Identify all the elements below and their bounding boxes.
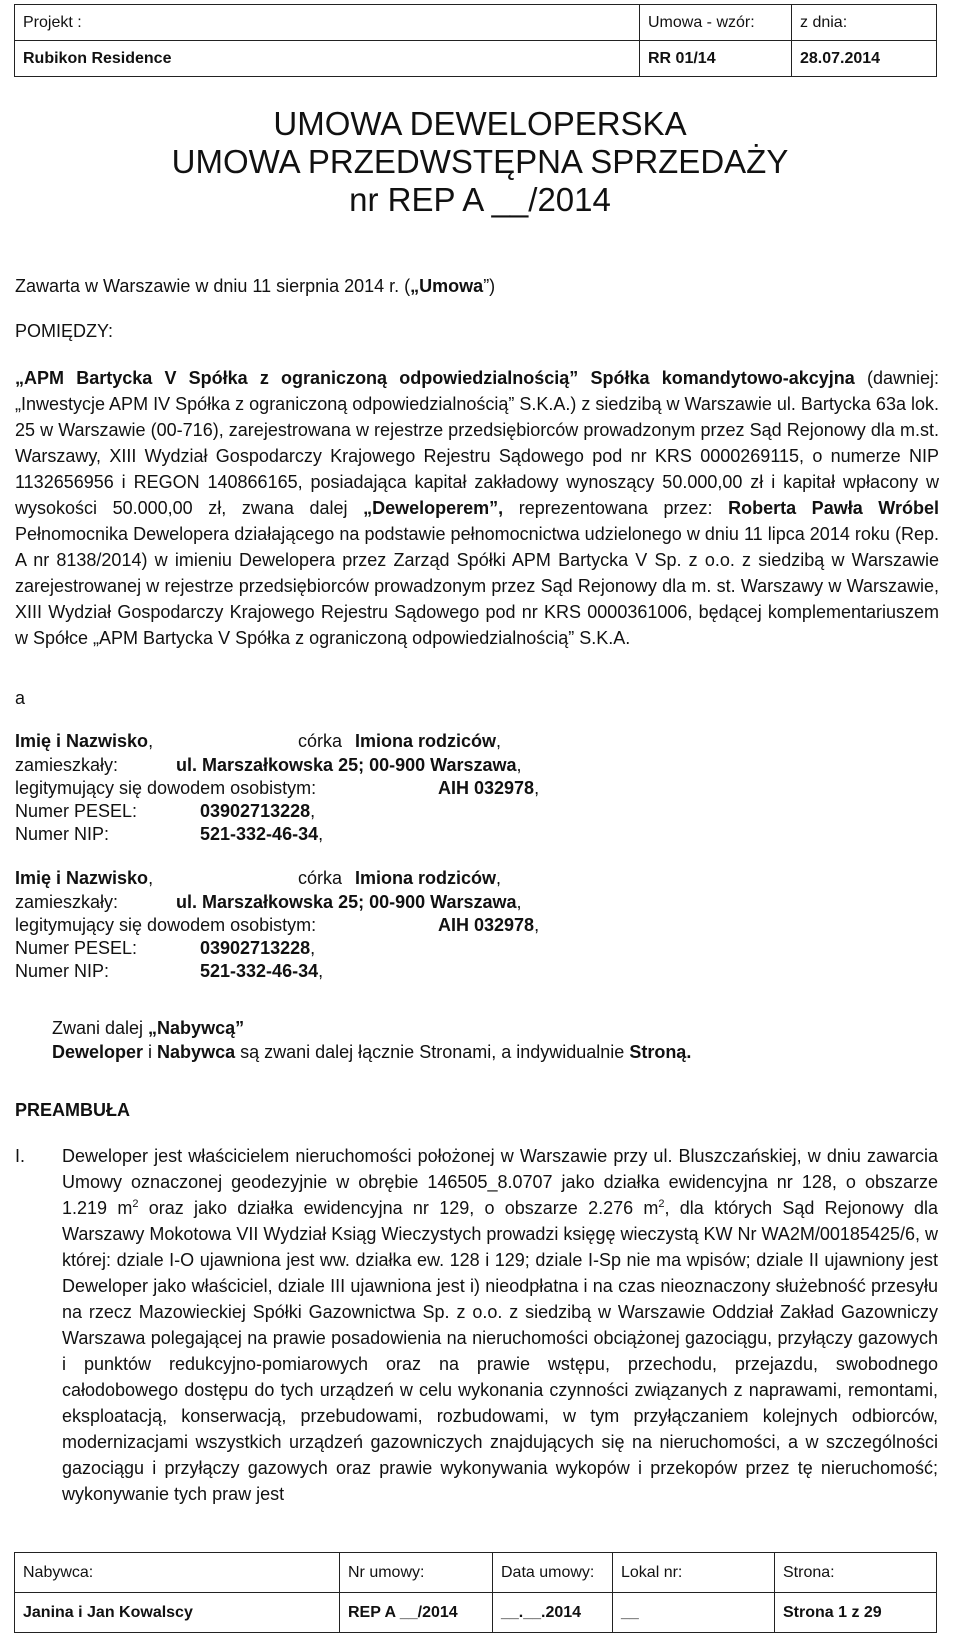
buyer-address-line: ul. Marszałkowska 25; 00-900 Warszawa, <box>176 755 522 775</box>
footer-contract-no-value: REP A __/2014 <box>340 1593 493 1633</box>
buyer-name: Imię i Nazwisko <box>15 868 149 888</box>
buyer-name: Imię i Nazwisko <box>15 731 149 751</box>
buyer-nip-value: 521-332-46-34 <box>200 961 319 981</box>
preamble-item-text: Deweloper jest właścicielem nieruchomości położonej w Warszawie przy ul. Bluszczańskiej, w dniu zawarcia Umowy oznaczonej geodezyjnie w obrębie 146505_8.0707 jako działka ewidencyjna nr 128, o obszarze 1.219 $m^2$ oraz jako działka ewidencyjna nr 129, o obszarze 2.276 $m^2$, dla których Sąd Rejonowy dla Warszawy Mokotowa VII Wydział Ksiąg Wieczystych prowadzi księgę wieczystą KW Nr WA2M/00185425/6, w której: dziale I-O ujawniona jest ww. działka ew. 128 i 129; dziale I-Sp nie ma wpisów; dziale II ujawniony jest Deweloper jako właściciel, dziale III ujawniona jest i) nieodpłatna i na czas nieoznaczony służebność przesyłu na rzecz Mazowieckiej Spółki Gazownictwa Sp. z o.o. z siedzibą w Warszawie Oddział Zakład Gazowniczy Warszawa polegającej na prawie posadowienia na nieruchomości obciążonej gazociągu, przyłączy gazowych i punktów redukcyjno-pomiarowych oraz na prawie wstępu, przechodu, przejazdu, swobodnego całodobowego dostępu do tych urządzeń w celu wykonania czynności związanych z naprawami, remontami, eksploatacją, konserwacją, przebudowami, rozbudowami, w tym przyłączaniem kolejnych odbiorców, modernizacjami wszystkich urządzeń gazowniczych znajdujących się na nieruchomości, a w szczególności gazociągu i przyłączy gazowych oraz prawie wykonywania wykopów i przekopów przez tę nieruchomość; wykonywanie tych praw jest <box>62 1146 938 1504</box>
buyer-address: ul. Marszałkowska 25; 00-900 Warszawa <box>176 892 517 912</box>
concluded-end: ”) <box>483 276 496 296</box>
buyer-pesel-value: 03902713228 <box>200 801 311 821</box>
buyer-address-line: ul. Marszałkowska 25; 00-900 Warszawa, <box>176 892 522 912</box>
buyer-nip-line: 521-332-46-34, <box>200 961 324 981</box>
and-conjunction: a <box>15 688 26 708</box>
footer-unit-label: Lokal nr: <box>613 1553 775 1593</box>
buyer-nip-label: Numer NIP: <box>15 824 110 844</box>
footer-table <box>14 1552 937 1633</box>
project-label: Projekt : <box>15 5 640 41</box>
buyer-id-line: AIH 032978, <box>438 915 540 935</box>
document-number: nr REP A __/2014 <box>349 181 611 218</box>
buyer-nip-line: 521-332-46-34, <box>200 824 324 844</box>
buyer-pesel-value: 03902713228 <box>200 938 311 958</box>
buyer-parents-line: córka Imiona rodziców, <box>298 868 502 888</box>
concluded-text: Zawarta w Warszawie w dniu 11 sierpnia 2014 r. ( <box>15 276 411 296</box>
umowa-alias: „Umowa <box>410 276 484 296</box>
buyer-parents: Imiona rodziców <box>355 731 497 751</box>
buyer-parents: Imiona rodziców <box>355 868 497 888</box>
buyer-pesel-line: 03902713228, <box>200 801 316 821</box>
buyer-parents-line: córka Imiona rodziców, <box>298 731 502 751</box>
developer-name: „APM Bartycka V Spółka z ograniczoną odpowiedzialnością” Spółka komandytowo-akcyjna <box>15 368 855 388</box>
buyer-pesel-line: 03902713228, <box>200 938 316 958</box>
buyer-id-label: legitymujący się dowodem osobistym: <box>15 778 317 798</box>
buyer-alias: „Nabywcą” <box>148 1018 245 1038</box>
contract-template-value: RR 01/14 <box>640 41 792 77</box>
footer-contract-no-label: Nr umowy: <box>340 1553 493 1593</box>
buyer-pesel-label: Numer PESEL: <box>15 938 138 958</box>
project-value: Rubikon Residence <box>15 41 640 77</box>
buyer-id-value: AIH 032978 <box>438 778 535 798</box>
date-value: 28.07.2014 <box>792 41 937 77</box>
developer-proxy: Pełnomocnika Dewelopera działającego na podstawie pełnomocnictwa udzielonego w dniu 11 lipca 2014 roku (Rep. A nr 8138/2014) w imieniu Dewelopera przez Zarząd Spółki APM Bartycka V Sp. z o.o. z siedzibą w Warszawie zarejestrowanej w rejestrze przedsiębiorców prowadzonym przez Sąd Rejonowy dla m. st. Warszawy w Warszawie, XIII Wydział Gospodarczy Krajowego Rejestru Sądowego pod nr KRS 0000361006, będącej komplementariuszem w Spółce „APM Bartycka V Spółka z ograniczoną odpowiedzialnością” S.K.A. <box>15 524 939 648</box>
preamble-item-number: I. <box>15 1146 26 1166</box>
buyer-address-label: zamieszkały: <box>15 892 119 912</box>
footer-contract-date-value: __.__.2014 <box>493 1593 613 1633</box>
buyer-pesel-label: Numer PESEL: <box>15 801 138 821</box>
footer-page-label: Strona: <box>775 1553 937 1593</box>
developer-details: (dawniej: „Inwestycje APM IV Spółka z ograniczoną odpowiedzialnością” S.K.A.) z siedzibą w Warszawie ul. Bartycka 63a lok. 25 w Warszawie (00-716), zarejestrowana w rejestrze przedsiębiorców prowadzonym przez Sąd Rejonowy dla m.st. Warszawy, XIII Wydział Gospodarczy Krajowego Rejestru Sądowego pod nr KRS 0000269115, o numerze NIP 1132656956 i REGON 140866165, posiadająca kapitał zakładowy wynoszący 50.000,00 zł i kapitał wpłacony w wysokości 50.000,00 zł, zwana dalej <box>15 368 939 518</box>
buyer-address-label: zamieszkały: <box>15 755 119 775</box>
developer-representative: Roberta Pawła Wróbel <box>728 498 939 518</box>
footer-buyer-value: Janina i Jan Kowalscy <box>15 1593 340 1633</box>
developer-alias: „Deweloperem”, <box>363 498 504 518</box>
header-table <box>14 4 937 77</box>
buyer-id-value: AIH 032978 <box>438 915 535 935</box>
buyer-relation: córka <box>298 731 343 751</box>
buyer-name-line: Imię i Nazwisko, <box>15 731 154 751</box>
preamble-heading: PREAMBUŁA <box>15 1100 130 1120</box>
buyer-address: ul. Marszałkowska 25; 00-900 Warszawa <box>176 755 517 775</box>
contract-template-label: Umowa - wzór: <box>640 5 792 41</box>
date-label: z dnia: <box>792 5 937 41</box>
footer-page-value: Strona 1 z 29 <box>775 1593 937 1633</box>
between-label: POMIĘDZY: <box>15 321 114 341</box>
buyer-id-line: AIH 032978, <box>438 778 540 798</box>
footer-buyer-label: Nabywca: <box>15 1553 340 1593</box>
buyer-relation: córka <box>298 868 343 888</box>
buyer-name-line: Imię i Nazwisko, <box>15 868 154 888</box>
developer-paragraph <box>15 365 939 651</box>
buyer-nip-label: Numer NIP: <box>15 961 110 981</box>
developer-represented: reprezentowana przez: <box>503 498 729 518</box>
footer-unit-value: __ <box>613 1593 775 1633</box>
called-buyer-line: Zwani dalej „Nabywcą” <box>52 1018 245 1038</box>
buyer-nip-value: 521-332-46-34 <box>200 824 319 844</box>
document-title: UMOWA DEWELOPERSKA <box>273 105 687 142</box>
concluded-line <box>15 273 939 299</box>
footer-contract-date-label: Data umowy: <box>493 1553 613 1593</box>
parties-line: Deweloper i Nabywca są zwani dalej łącznie Stronami, a indywidualnie Stroną. <box>52 1042 692 1062</box>
document-subtitle: UMOWA PRZEDWSTĘPNA SPRZEDAŻY <box>171 143 789 180</box>
buyer-id-label: legitymujący się dowodem osobistym: <box>15 915 317 935</box>
